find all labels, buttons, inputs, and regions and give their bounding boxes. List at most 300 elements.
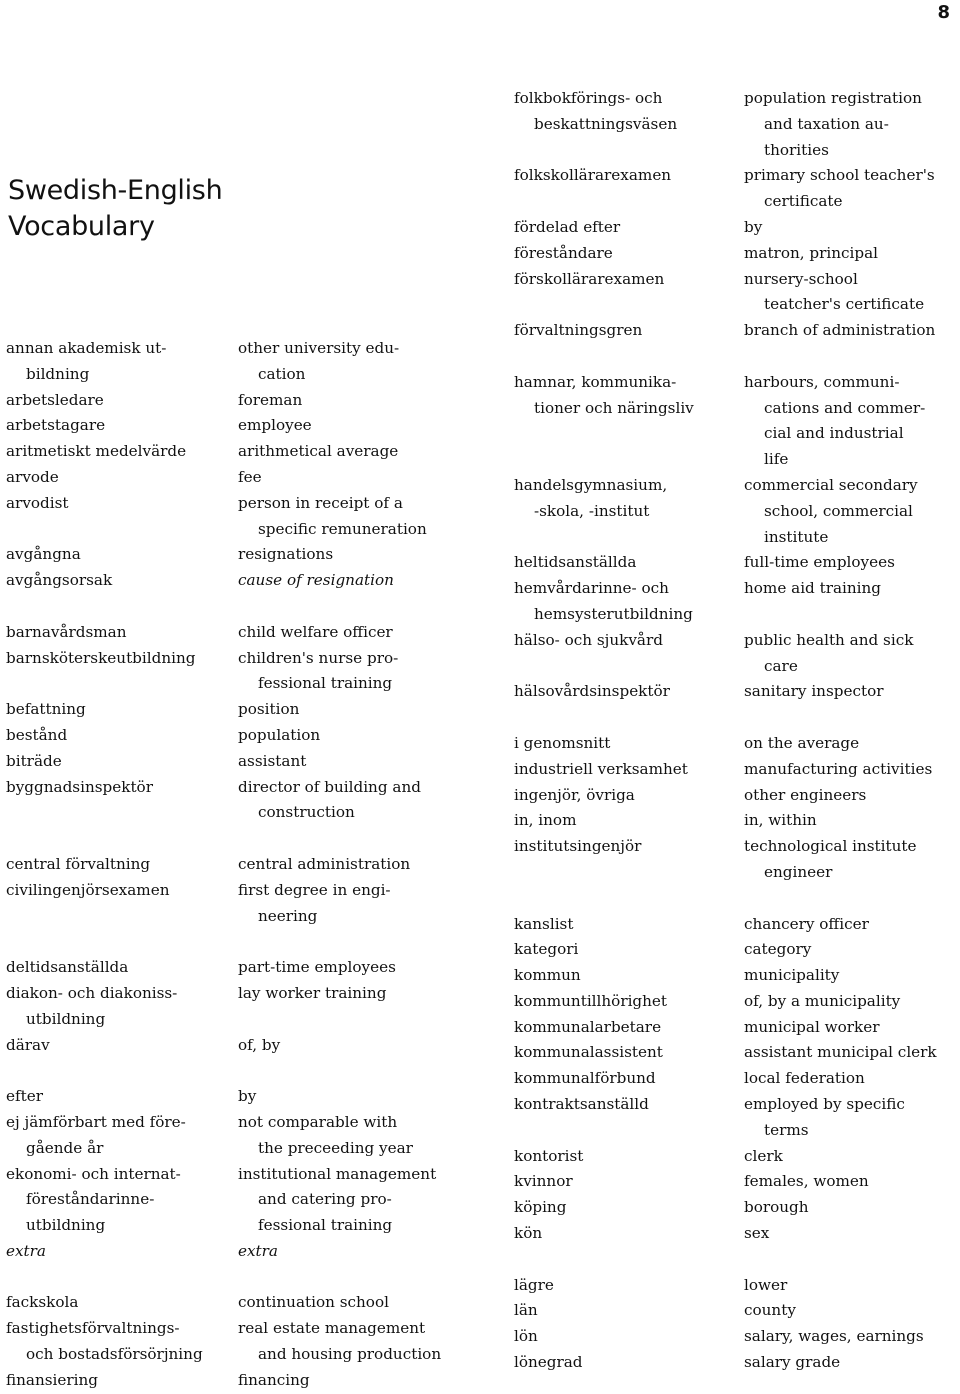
entry-continuation: school, commercial	[764, 501, 913, 520]
vocabulary-entry	[514, 1144, 694, 1170]
vocabulary-entry	[514, 550, 694, 576]
vocabulary-entry	[514, 834, 694, 860]
entry-continuation: cations and commer-	[764, 398, 926, 417]
vocabulary-entry	[514, 937, 694, 963]
entry-term: employee	[238, 416, 312, 435]
entry-continuation: specific remuneration	[258, 519, 427, 538]
entry-term: deltidsanställda	[6, 958, 129, 977]
entry-term: avgångsorsak	[6, 571, 113, 590]
entry-spacer	[514, 525, 694, 551]
entry-spacer	[744, 602, 937, 628]
vocabulary-entry	[744, 1221, 937, 1247]
entry-term: person in receipt of a	[238, 493, 403, 512]
entry-spacer	[238, 929, 441, 955]
vocabulary-entry	[514, 163, 694, 189]
vocabulary-entry	[744, 808, 937, 834]
right-swedish-column	[514, 86, 694, 1376]
vocabulary-entry	[514, 757, 694, 783]
entry-spacer	[6, 1265, 203, 1291]
vocabulary-entry	[238, 1033, 441, 1059]
entry-term: därav	[6, 1035, 50, 1054]
vocabulary-entry	[514, 1298, 694, 1324]
entry-continuation: teatcher's certificate	[764, 295, 925, 314]
entry-term: foreman	[238, 390, 303, 409]
entry-continuation: neering	[258, 906, 318, 925]
entry-term: sex	[744, 1224, 770, 1243]
vocabulary-entry	[6, 697, 203, 723]
entry-term: assistant municipal clerk	[744, 1043, 937, 1062]
vocabulary-entry	[238, 749, 441, 775]
entry-term: efter	[6, 1087, 43, 1106]
vocabulary-entry	[744, 731, 937, 757]
entry-term: hemvårdarinne- och	[514, 579, 669, 598]
vocabulary-entry	[6, 1033, 203, 1059]
entry-term: kommun	[514, 966, 581, 985]
entry-term: diakon- och diakoniss-	[6, 983, 178, 1002]
entry-term: förskollärarexamen	[514, 269, 665, 288]
entry-term: lay worker training	[238, 983, 387, 1002]
entry-term: arbetsledare	[6, 390, 104, 409]
entry-term: kontorist	[514, 1146, 584, 1165]
entry-spacer	[6, 826, 203, 852]
title-line-1: Swedish-English	[8, 175, 223, 206]
entry-term: befattning	[6, 700, 86, 719]
vocabulary-entry	[6, 568, 203, 594]
entry-continuation: certificate	[764, 192, 843, 211]
vocabulary-entry	[744, 1015, 937, 1041]
vocabulary-entry	[514, 783, 694, 809]
entry-spacer	[744, 886, 937, 912]
vocabulary-entry	[744, 1169, 937, 1195]
entry-continuation: construction	[258, 803, 355, 822]
entry-term: public health and sick	[744, 630, 914, 649]
vocabulary-entry	[744, 679, 937, 705]
entry-term: aritmetiskt medelvärde	[6, 442, 187, 461]
vocabulary-entry	[514, 1066, 694, 1092]
vocabulary-entry	[6, 388, 203, 414]
vocabulary-entry	[6, 413, 203, 439]
vocabulary-entry	[744, 86, 937, 163]
entry-term: salary, wages, earnings	[744, 1327, 924, 1346]
entry-term: of, by	[238, 1035, 281, 1054]
entry-term: kommunalarbetare	[514, 1017, 662, 1036]
entry-term: kommunalförbund	[514, 1069, 656, 1088]
entry-term: central förvaltning	[6, 854, 151, 873]
entry-term: lägre	[514, 1275, 554, 1294]
entry-term: first degree in engi-	[238, 880, 391, 899]
vocabulary-entry	[744, 1144, 937, 1170]
entry-continuation: cation	[258, 364, 306, 383]
entry-term: kommunalassistent	[514, 1043, 663, 1062]
entry-term: financing	[238, 1370, 310, 1389]
entry-term: arvode	[6, 467, 59, 486]
vocabulary-entry	[744, 473, 937, 550]
vocabulary-entry	[744, 267, 937, 319]
vocabulary-entry	[238, 1239, 441, 1265]
vocabulary-entry	[744, 1195, 937, 1221]
entry-continuation: gående år	[26, 1138, 104, 1157]
vocabulary-entry	[744, 628, 937, 680]
entry-term: municipal worker	[744, 1017, 880, 1036]
entry-term: technological institute	[744, 837, 917, 856]
vocabulary-entry	[744, 1298, 937, 1324]
page-title	[8, 173, 222, 245]
vocabulary-entry	[6, 1239, 203, 1265]
entry-term: fördelad efter	[514, 217, 621, 236]
entry-term: by	[744, 217, 763, 236]
entry-term: lön	[514, 1327, 538, 1346]
entry-term: assistant	[238, 751, 307, 770]
entry-term: salary grade	[744, 1353, 841, 1372]
entry-term: kanslist	[514, 914, 574, 933]
vocabulary-entry	[238, 723, 441, 749]
vocabulary-entry	[238, 1290, 441, 1316]
entry-spacer	[514, 705, 694, 731]
vocabulary-entry	[238, 491, 441, 543]
entry-continuation: and taxation au-	[764, 114, 889, 133]
vocabulary-entry	[238, 1110, 441, 1162]
vocabulary-entry	[744, 241, 937, 267]
vocabulary-entry	[744, 757, 937, 783]
vocabulary-entry	[6, 852, 203, 878]
vocabulary-entry	[238, 1368, 441, 1394]
vocabulary-entry	[238, 413, 441, 439]
vocabulary-entry	[514, 1324, 694, 1350]
entry-term: i genomsnitt	[514, 733, 611, 752]
entry-term: part-time employees	[238, 958, 396, 977]
entry-spacer	[6, 594, 203, 620]
right-english-column	[744, 86, 937, 1376]
vocabulary-entry	[6, 1162, 203, 1239]
vocabulary-entry	[744, 370, 937, 473]
vocabulary-entry	[6, 775, 203, 801]
entry-term: chancery officer	[744, 914, 869, 933]
vocabulary-entry	[6, 465, 203, 491]
entry-term: branch of administration	[744, 321, 936, 340]
vocabulary-entry	[6, 491, 203, 517]
vocabulary-entry	[514, 731, 694, 757]
entry-term: by	[238, 1087, 257, 1106]
vocabulary-entry	[744, 163, 937, 215]
vocabulary-entry	[6, 542, 203, 568]
vocabulary-entry	[514, 912, 694, 938]
entry-spacer	[6, 1058, 203, 1084]
entry-term: extra	[6, 1241, 46, 1260]
entry-term: köping	[514, 1198, 567, 1217]
entry-term: annan akademisk ut-	[6, 339, 167, 357]
entry-continuation: and housing production	[258, 1345, 442, 1364]
entry-continuation: cial and industrial	[764, 424, 904, 443]
vocabulary-entry	[238, 1162, 441, 1239]
entry-spacer	[514, 189, 694, 215]
entry-term: arbetstagare	[6, 416, 106, 435]
vocabulary-entry	[514, 1195, 694, 1221]
entry-term: clerk	[744, 1146, 783, 1165]
vocabulary-entry	[238, 568, 441, 594]
entry-spacer	[238, 1058, 441, 1084]
vocabulary-entry	[6, 439, 203, 465]
entry-term: category	[744, 940, 812, 959]
entry-term: continuation school	[238, 1293, 389, 1312]
vocabulary-entry	[6, 749, 203, 775]
entry-term: barnsköterskeutbildning	[6, 648, 196, 667]
entry-term: director of building and	[238, 777, 421, 796]
entry-term: finansiering	[6, 1370, 99, 1389]
vocabulary-entry	[238, 336, 441, 388]
entry-continuation: hemsysterutbildning	[534, 604, 693, 623]
entry-term: commercial secondary	[744, 475, 918, 494]
entry-term: förvaltningsgren	[514, 321, 643, 340]
vocabulary-entry	[6, 723, 203, 749]
vocabulary-entry	[238, 1084, 441, 1110]
entry-term: matron, principal	[744, 243, 879, 262]
entry-term: kategori	[514, 940, 579, 959]
entry-spacer	[238, 1265, 441, 1291]
entry-spacer	[238, 1007, 441, 1033]
entry-term: municipality	[744, 966, 840, 985]
entry-term: hamnar, kommunika-	[514, 372, 677, 391]
entry-term: hälso- och sjukvård	[514, 630, 663, 649]
entry-continuation: utbildning	[26, 1009, 106, 1028]
entry-spacer	[6, 671, 203, 697]
entry-continuation: thorities	[764, 140, 829, 159]
vocabulary-entry	[744, 215, 937, 241]
entry-term: fastighetsförvaltnings-	[6, 1319, 180, 1338]
page-number: 8	[937, 2, 950, 23]
vocabulary-entry	[514, 679, 694, 705]
entry-spacer	[514, 654, 694, 680]
vocabulary-entry	[6, 646, 203, 672]
entry-term: children's nurse pro-	[238, 648, 399, 667]
entry-term: not comparable with	[238, 1112, 398, 1131]
vocabulary-entry	[744, 1350, 937, 1376]
entry-spacer	[6, 800, 203, 826]
entry-spacer	[514, 886, 694, 912]
vocabulary-entry	[744, 783, 937, 809]
entry-term: ej jämförbart med före-	[6, 1112, 186, 1131]
entry-continuation: beskattningsväsen	[534, 114, 678, 133]
vocabulary-entry	[514, 1092, 694, 1118]
entry-term: manufacturing activities	[744, 759, 933, 778]
vocabulary-entry	[238, 542, 441, 568]
vocabulary-entry	[238, 465, 441, 491]
vocabulary-entry	[744, 989, 937, 1015]
vocabulary-entry	[6, 1368, 203, 1394]
vocabulary-entry	[238, 697, 441, 723]
vocabulary-entry	[6, 620, 203, 646]
entry-term: lower	[744, 1275, 788, 1294]
entry-continuation: the preceeding year	[258, 1138, 413, 1157]
entry-term: kontraktsanställd	[514, 1095, 649, 1114]
entry-spacer	[514, 138, 694, 164]
vocabulary-entry	[514, 989, 694, 1015]
entry-term: civilingenjörsexamen	[6, 880, 170, 899]
entry-term: hälsovårdsinspektör	[514, 682, 670, 701]
entry-spacer	[514, 860, 694, 886]
vocabulary-entry	[238, 620, 441, 646]
entry-term: position	[238, 700, 300, 719]
vocabulary-entry	[238, 1316, 441, 1368]
entry-spacer	[744, 705, 937, 731]
vocabulary-entry	[514, 215, 694, 241]
vocabulary-entry	[238, 878, 441, 930]
vocabulary-entry	[238, 775, 441, 827]
entry-term: home aid training	[744, 579, 882, 598]
vocabulary-entry	[514, 628, 694, 654]
left-english-column	[238, 336, 441, 1394]
entry-continuation: utbildning	[26, 1216, 106, 1235]
entry-continuation: institute	[764, 527, 829, 546]
vocabulary-entry	[744, 550, 937, 576]
entry-term: child welfare officer	[238, 622, 393, 641]
entry-term: föreståndare	[514, 243, 613, 262]
vocabulary-entry	[514, 473, 694, 525]
entry-spacer	[238, 594, 441, 620]
vocabulary-entry	[744, 834, 937, 886]
entry-term: nursery-school	[744, 269, 858, 288]
entry-term: real estate management	[238, 1319, 426, 1338]
vocabulary-entry	[744, 576, 937, 602]
vocabulary-entry	[6, 1110, 203, 1162]
vocabulary-entry	[238, 852, 441, 878]
entry-term: on the average	[744, 733, 860, 752]
entry-term: extra	[238, 1241, 278, 1260]
vocabulary-entry	[238, 388, 441, 414]
entry-term: län	[514, 1301, 538, 1320]
vocabulary-entry	[514, 1040, 694, 1066]
entry-term: population	[238, 725, 321, 744]
entry-term: byggnadsinspektör	[6, 777, 153, 796]
entry-spacer	[514, 1247, 694, 1273]
entry-spacer	[6, 929, 203, 955]
vocabulary-entry	[744, 1092, 937, 1144]
entry-term: arithmetical average	[238, 442, 399, 461]
entry-spacer	[744, 344, 937, 370]
entry-term: kvinnor	[514, 1172, 573, 1191]
entry-term: in, inom	[514, 811, 577, 830]
title-line-2: Vocabulary	[8, 211, 155, 242]
vocabulary-entry	[744, 1324, 937, 1350]
entry-term: folkskollärarexamen	[514, 166, 672, 185]
entry-continuation: fessional training	[258, 674, 393, 693]
entry-term: in, within	[744, 811, 817, 830]
entry-term: of, by a municipality	[744, 991, 901, 1010]
vocabulary-entry	[6, 1084, 203, 1110]
vocabulary-entry	[514, 1169, 694, 1195]
entry-term: primary school teacher's	[744, 166, 935, 185]
entry-term: other university edu-	[238, 339, 400, 357]
entry-spacer	[6, 904, 203, 930]
vocabulary-entry	[6, 981, 203, 1033]
entry-term: ingenjör, övriga	[514, 785, 635, 804]
entry-term: handelsgymnasium,	[514, 475, 668, 494]
vocabulary-entry	[514, 963, 694, 989]
vocabulary-entry	[744, 937, 937, 963]
entry-continuation: och bostadsförsörjning	[26, 1345, 203, 1364]
entry-term: institutsingenjör	[514, 837, 642, 856]
vocabulary-entry	[238, 646, 441, 698]
entry-continuation: bildning	[26, 364, 90, 383]
vocabulary-entry	[514, 576, 694, 628]
vocabulary-entry	[514, 241, 694, 267]
entry-continuation: tioner och näringsliv	[534, 398, 694, 417]
entry-term: sanitary inspector	[744, 682, 884, 701]
vocabulary-entry	[238, 439, 441, 465]
entry-term: industriell verksamhet	[514, 759, 688, 778]
vocabulary-entry	[514, 86, 694, 138]
entry-spacer	[514, 447, 694, 473]
entry-term: harbours, communi-	[744, 372, 900, 391]
vocabulary-entry	[6, 878, 203, 904]
entry-term: kommuntillhörighet	[514, 991, 668, 1010]
entry-term: employed by specific	[744, 1095, 905, 1114]
vocabulary-entry	[6, 1290, 203, 1316]
entry-term: ekonomi- och internat-	[6, 1164, 181, 1183]
vocabulary-entry	[514, 318, 694, 344]
vocabulary-entry	[514, 1015, 694, 1041]
vocabulary-entry	[514, 267, 694, 293]
entry-continuation: -skola, -institut	[534, 501, 650, 520]
entry-term: arvodist	[6, 493, 69, 512]
vocabulary-entry	[744, 1066, 937, 1092]
entry-continuation: engineer	[764, 862, 833, 881]
vocabulary-entry	[744, 1273, 937, 1299]
vocabulary-entry	[514, 370, 694, 422]
entry-spacer	[514, 1118, 694, 1144]
entry-spacer	[514, 292, 694, 318]
entry-term: fee	[238, 467, 262, 486]
entry-term: full-time employees	[744, 553, 895, 572]
vocabulary-entry	[514, 1273, 694, 1299]
entry-term: bestånd	[6, 725, 68, 744]
left-swedish-column	[6, 336, 203, 1394]
entry-term: population registration	[744, 89, 922, 107]
entry-term: folkbokförings- och	[514, 89, 663, 107]
vocabulary-entry	[744, 912, 937, 938]
entry-term: heltidsanställda	[514, 553, 637, 572]
entry-term: avgångna	[6, 545, 81, 564]
entry-spacer	[744, 1247, 937, 1273]
vocabulary-entry	[744, 963, 937, 989]
entry-term: fackskola	[6, 1293, 79, 1312]
vocabulary-entry	[6, 336, 203, 388]
entry-term: cause of resignation	[238, 571, 394, 590]
entry-term: county	[744, 1301, 796, 1320]
vocabulary-entry	[744, 318, 937, 344]
entry-term: barnavårdsman	[6, 622, 127, 641]
vocabulary-entry	[744, 1040, 937, 1066]
entry-spacer	[514, 344, 694, 370]
entry-term: other engineers	[744, 785, 867, 804]
entry-term: local federation	[744, 1069, 865, 1088]
vocabulary-entry	[238, 955, 441, 981]
entry-term: lönegrad	[514, 1353, 583, 1372]
entry-term: central administration	[238, 854, 411, 873]
entry-term: kön	[514, 1224, 543, 1243]
entry-continuation: care	[764, 656, 798, 675]
vocabulary-entry	[6, 1316, 203, 1368]
entry-term: borough	[744, 1198, 809, 1217]
entry-term: institutional management	[238, 1164, 437, 1183]
entry-term: females, women	[744, 1172, 869, 1191]
vocabulary-entry	[6, 955, 203, 981]
entry-term: resignations	[238, 545, 334, 564]
entry-spacer	[238, 826, 441, 852]
entry-continuation: terms	[764, 1120, 809, 1139]
entry-term: biträde	[6, 751, 62, 770]
vocabulary-entry	[238, 981, 441, 1007]
vocabulary-entry	[514, 1221, 694, 1247]
